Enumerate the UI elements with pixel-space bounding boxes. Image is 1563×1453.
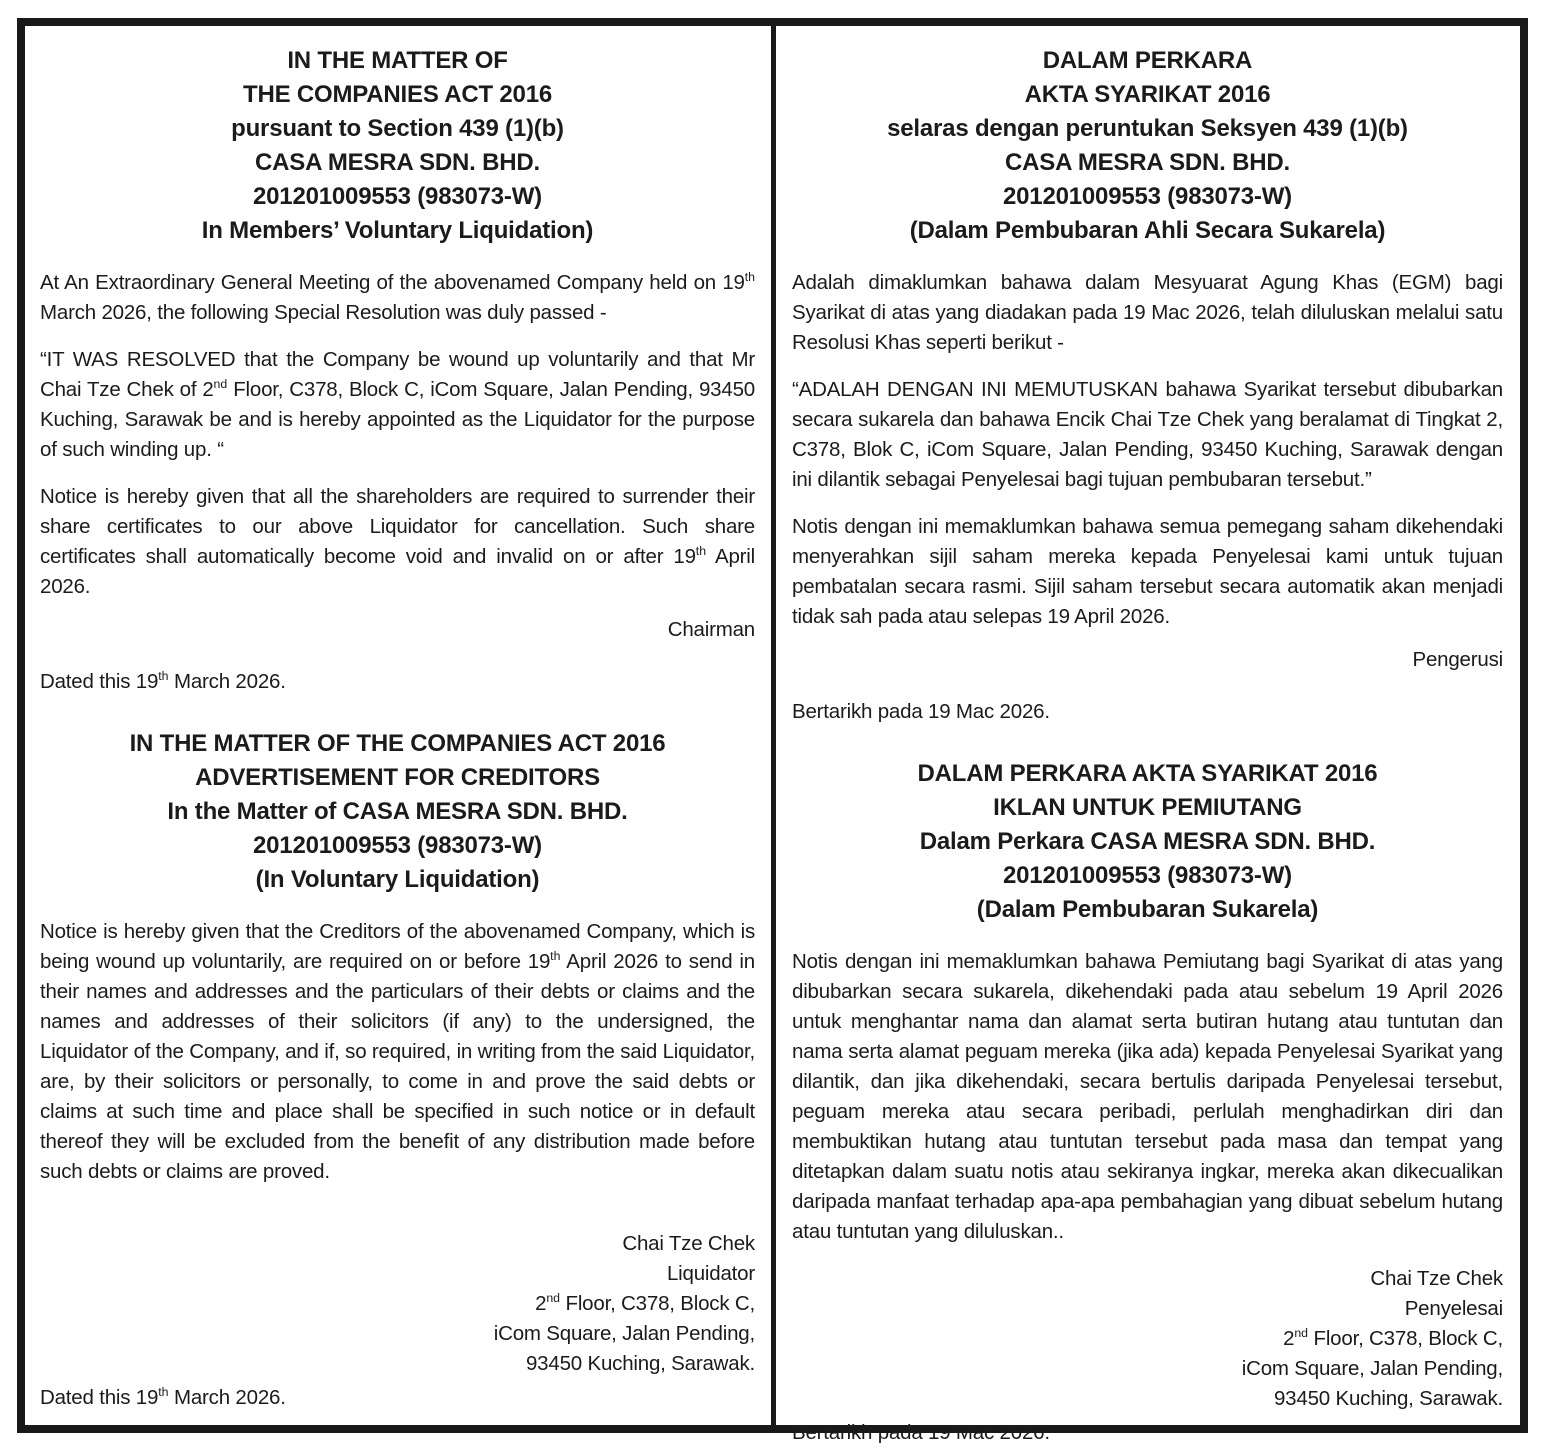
heading-line: In the Matter of CASA MESRA SDN. BHD. [167, 798, 628, 825]
heading-line: pursuant to Section 439 (1)(b) [231, 115, 564, 142]
heading-line: 201201009553 (983073-W) [253, 183, 542, 210]
shareholders-notice-paragraph-ms: Notis dengan ini memaklumkan bahawa semua pemegang saham dikehendaki menyerahkan sijil saham mereka kepada Penyelesai kami untuk tujuan pembatalan secara rasmi. Sijil saham tersebut secara automatik akan menjadi tidak sah pada atau selepas 19 April 2026. [792, 515, 1503, 628]
heading-line: In Members’ Voluntary Liquidation) [201, 217, 594, 244]
liquidator-signature-en [40, 1229, 755, 1379]
dated-line-ms-2: Bertarikh pada 19 Mac 2026. [792, 1421, 1050, 1444]
creditors-paragraph-en: Notice is hereby given that the Creditors of the abovenamed Company, which is being wound up voluntarily, are required on or before 19th April 2026 to send in their names and addresses and the particulars of their debts or claims and the names and addresses of their solicitors (if any) to the undersigned, the Liquidator of the Company, and if, so required, in writing from the said Liquidator, are, by their solicitors or personally, to come in and prove the said debts or claims at such time and place shall be specified in such notice or in default thereof they will be excluded from the benefit of any distribution made before such debts or claims are proved. [40, 920, 755, 1183]
signature-address-line: 2nd Floor, C378, Block C, [535, 1291, 755, 1315]
signature-address-line: 93450 Kuching, Sarawak. [525, 1352, 755, 1375]
signature-address-line: iCom Square, Jalan Pending, [493, 1322, 755, 1345]
signature-address-line: 93450 Kuching, Sarawak. [1273, 1387, 1503, 1410]
dated-line-ms-1: Bertarikh pada 19 Mac 2026. [792, 700, 1050, 723]
signature-address-line: 2nd Floor, C378, Block C, [1283, 1326, 1503, 1350]
heading-line: IN THE MATTER OF THE COMPANIES ACT 2016 [129, 730, 666, 757]
liquidator-signature-ms [792, 1264, 1503, 1414]
dated-line-en-2: Dated this 19th March 2026. [40, 1385, 286, 1409]
shareholders-notice-paragraph-en: Notice is hereby given that all the shareholders are required to surrender their share certificates to our above Liquidator for cancellation. Such share certificates shall automatically become void and invalid on or after 19th April 2026. [40, 485, 755, 598]
heading-line: (Dalam Pembubaran Sukarela) [976, 896, 1319, 923]
heading-line: THE COMPANIES ACT 2016 [243, 81, 552, 108]
heading-line: IN THE MATTER OF [287, 47, 508, 74]
members-liquidation-heading-ms [792, 44, 1503, 248]
signature-role: Penyelesai [1404, 1297, 1503, 1320]
creditors-heading-ms [792, 757, 1503, 927]
heading-line: ADVERTISEMENT FOR CREDITORS [195, 764, 600, 791]
egm-paragraph-ms: Adalah dimaklumkan bahawa dalam Mesyuarat Agung Khas (EGM) bagi Syarikat di atas yang diadakan pada 19 Mac 2026, telah diluluskan melalui satu Resolusi Khas seperti berikut - [792, 271, 1503, 354]
english-notice-column [25, 26, 771, 1425]
chairman-signoff: Chairman [667, 618, 755, 641]
heading-line: IKLAN UNTUK PEMIUTANG [993, 794, 1302, 821]
creditors-heading-en [40, 727, 755, 897]
signature-address-line: iCom Square, Jalan Pending, [1241, 1357, 1503, 1380]
heading-line: AKTA SYARIKAT 2016 [1024, 81, 1271, 108]
malay-notice-column [771, 26, 1520, 1444]
liquidation-notice-sheet [17, 18, 1528, 1444]
signature-name: Chai Tze Chek [1370, 1267, 1503, 1290]
signature-role: Liquidator [666, 1262, 755, 1285]
egm-paragraph-en: At An Extraordinary General Meeting of the abovenamed Company held on 19th March 2026, the following Special Resolution was duly passed - [40, 270, 755, 324]
resolution-paragraph-ms: “ADALAH DENGAN INI MEMUTUSKAN bahawa Syarikat tersebut dibubarkan secara sukarela dan bahawa Encik Chai Tze Chek yang beralamat di Tingkat 2, C378, Blok C, iCom Square, Jalan Pending, 93450 Kuching, Sarawak dengan ini dilantik sebagai Penyelesai bagi tujuan pembubaran tersebut.” [792, 378, 1503, 491]
heading-line: CASA MESRA SDN. BHD. [1005, 149, 1290, 176]
heading-line: CASA MESRA SDN. BHD. [255, 149, 540, 176]
dated-line-en-1: Dated this 19th March 2026. [40, 669, 286, 693]
heading-line: 201201009553 (983073-W) [1003, 862, 1292, 889]
pengerusi-signoff: Pengerusi [1412, 648, 1503, 671]
resolution-paragraph-en: “IT WAS RESOLVED that the Company be wound up voluntarily and that Mr Chai Tze Chek of 2nd Floor, C378, Block C, iCom Square, Jalan Pending, 93450 Kuching, Sarawak be and is hereby appointed as the Liquidator for the purpose of such winding up. “ [40, 348, 755, 461]
heading-line: (Dalam Pembubaran Ahli Secara Sukarela) [909, 217, 1386, 244]
heading-line: (In Voluntary Liquidation) [255, 866, 540, 893]
heading-line: 201201009553 (983073-W) [1003, 183, 1292, 210]
members-liquidation-heading-en [40, 44, 755, 248]
heading-line: DALAM PERKARA [1042, 47, 1253, 74]
heading-line: selaras dengan peruntukan Seksyen 439 (1)(b) [887, 115, 1408, 142]
heading-line: DALAM PERKARA AKTA SYARIKAT 2016 [917, 760, 1378, 787]
creditors-paragraph-ms: Notis dengan ini memaklumkan bahawa Pemiutang bagi Syarikat di atas yang dibubarkan secara sukarela, dikehendaki pada atau sebelum 19 April 2026 untuk menghantar nama dan alamat serta butiran hutang atau tuntutan dan nama serta alamat peguam mereka (jika ada) kepada Penyelesai Syarikat yang dilantik, dan jika dikehendaki, secara bertulis daripada Penyelesai tersebut, peguam mereka atau secara peribadi, perlulah menghadirkan diri dan membuktikan hutang atau tuntutan tersebut pada masa dan tempat yang ditetapkan dalam suatu notis atau sekiranya ingkar, mereka akan dikecualikan daripada manfaat terhadap apa-apa pembahagian yang dibuat sebelum hutang atau tuntutan yang diluluskan.. [792, 950, 1503, 1243]
heading-line: 201201009553 (983073-W) [253, 832, 542, 859]
signature-name: Chai Tze Chek [622, 1232, 755, 1255]
heading-line: Dalam Perkara CASA MESRA SDN. BHD. [919, 828, 1376, 855]
